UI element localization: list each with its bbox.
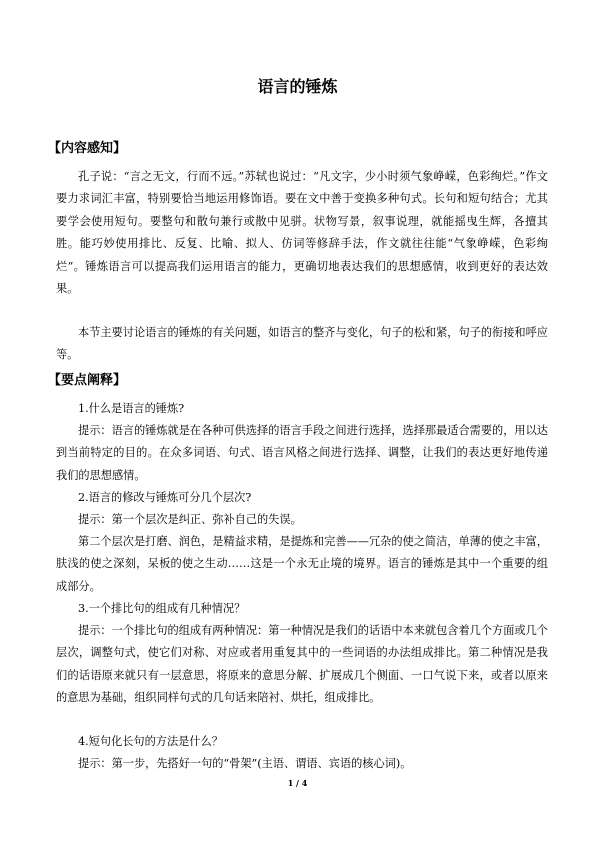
answer-2-part-2: 第二个层次是打磨、润色，是精益求精，是提炼和完善——冗杂的使之简洁，单薄的使之丰富，肤浅的使之深刻，呆板的使之生动……这是一个永无止境的境界。语言的锤炼是其中一个重要的组成部分。 [56,535,548,593]
section-heading-key-points: 【要点阐释】 [48,373,127,388]
document-title: 语言的锤炼 [257,77,338,96]
paragraph-intro: 孔子说：“言之无文，行而不远。”苏轼也说过：“凡文字，少小时须气象峥嵘，色彩绚烂。”作文要力求词汇丰富，特别要恰当地运用修饰语。要在文中善于变换多种句式。长句和短句结合；尤其要学会使用短句。要整句和散句兼行或散中见骈。状物写景，叙事说理，就能摇曳生辉，各擅其胜。能巧妙使用排比、反复、比喻、拟人、仿词等修辞手法，作文就往往能“气象峥嵘，色彩绚烂”。锤炼语言可以提高我们运用语言的能力，更确切地表达我们的思想感情，收到更好的表达效果。 [56,170,548,296]
answer-2-part-1: 提示：第一个层次是纠正、弥补自己的失误。 [78,513,302,526]
paragraph-scope: 本节主要讨论语言的锤炼的有关问题，如语言的整齐与变化，句子的松和紧，句子的衔接和呼应等。 [56,326,548,362]
question-4: 4.短句化长句的方法是什么？ [78,735,223,748]
section-heading-content-perception: 【内容感知】 [48,141,127,156]
answer-4: 提示：第一步，先搭好一句的“骨架”(主语、谓语、宾语的核心词)。 [78,757,412,770]
question-3: 3.一个排比句的组成有几种情况？ [78,602,246,615]
page-number: 1 / 4 [287,778,308,788]
question-1: 1.什么是语言的锤炼? [78,402,185,415]
answer-3: 提示：一个排比句的组成有两种情况：第一种情况是我们的话语中本来就包含着几个方面或几个层次，调整句式，使它们对称、对应或者用重复其中的一些词语的办法组成排比。第二种情况是我们的话语原来就只有一层意思，将原来的意思分解、扩展成几个侧面、一口气说下来，或者以原来的意思为基础，组织同样句式的几句话来陪衬、烘托，组成排比。 [56,624,548,705]
question-2: 2.语言的修改与锤炼可分几个层次? [78,491,252,504]
answer-1: 提示：语言的锤炼就是在各种可供选择的语言手段之间进行选择，选择那最适合需要的，用以达到当前特定的目的。在众多词语、句式、语言风格之间进行选择、调整，让我们的表达更好地传递我们的思想感情。 [56,424,548,482]
